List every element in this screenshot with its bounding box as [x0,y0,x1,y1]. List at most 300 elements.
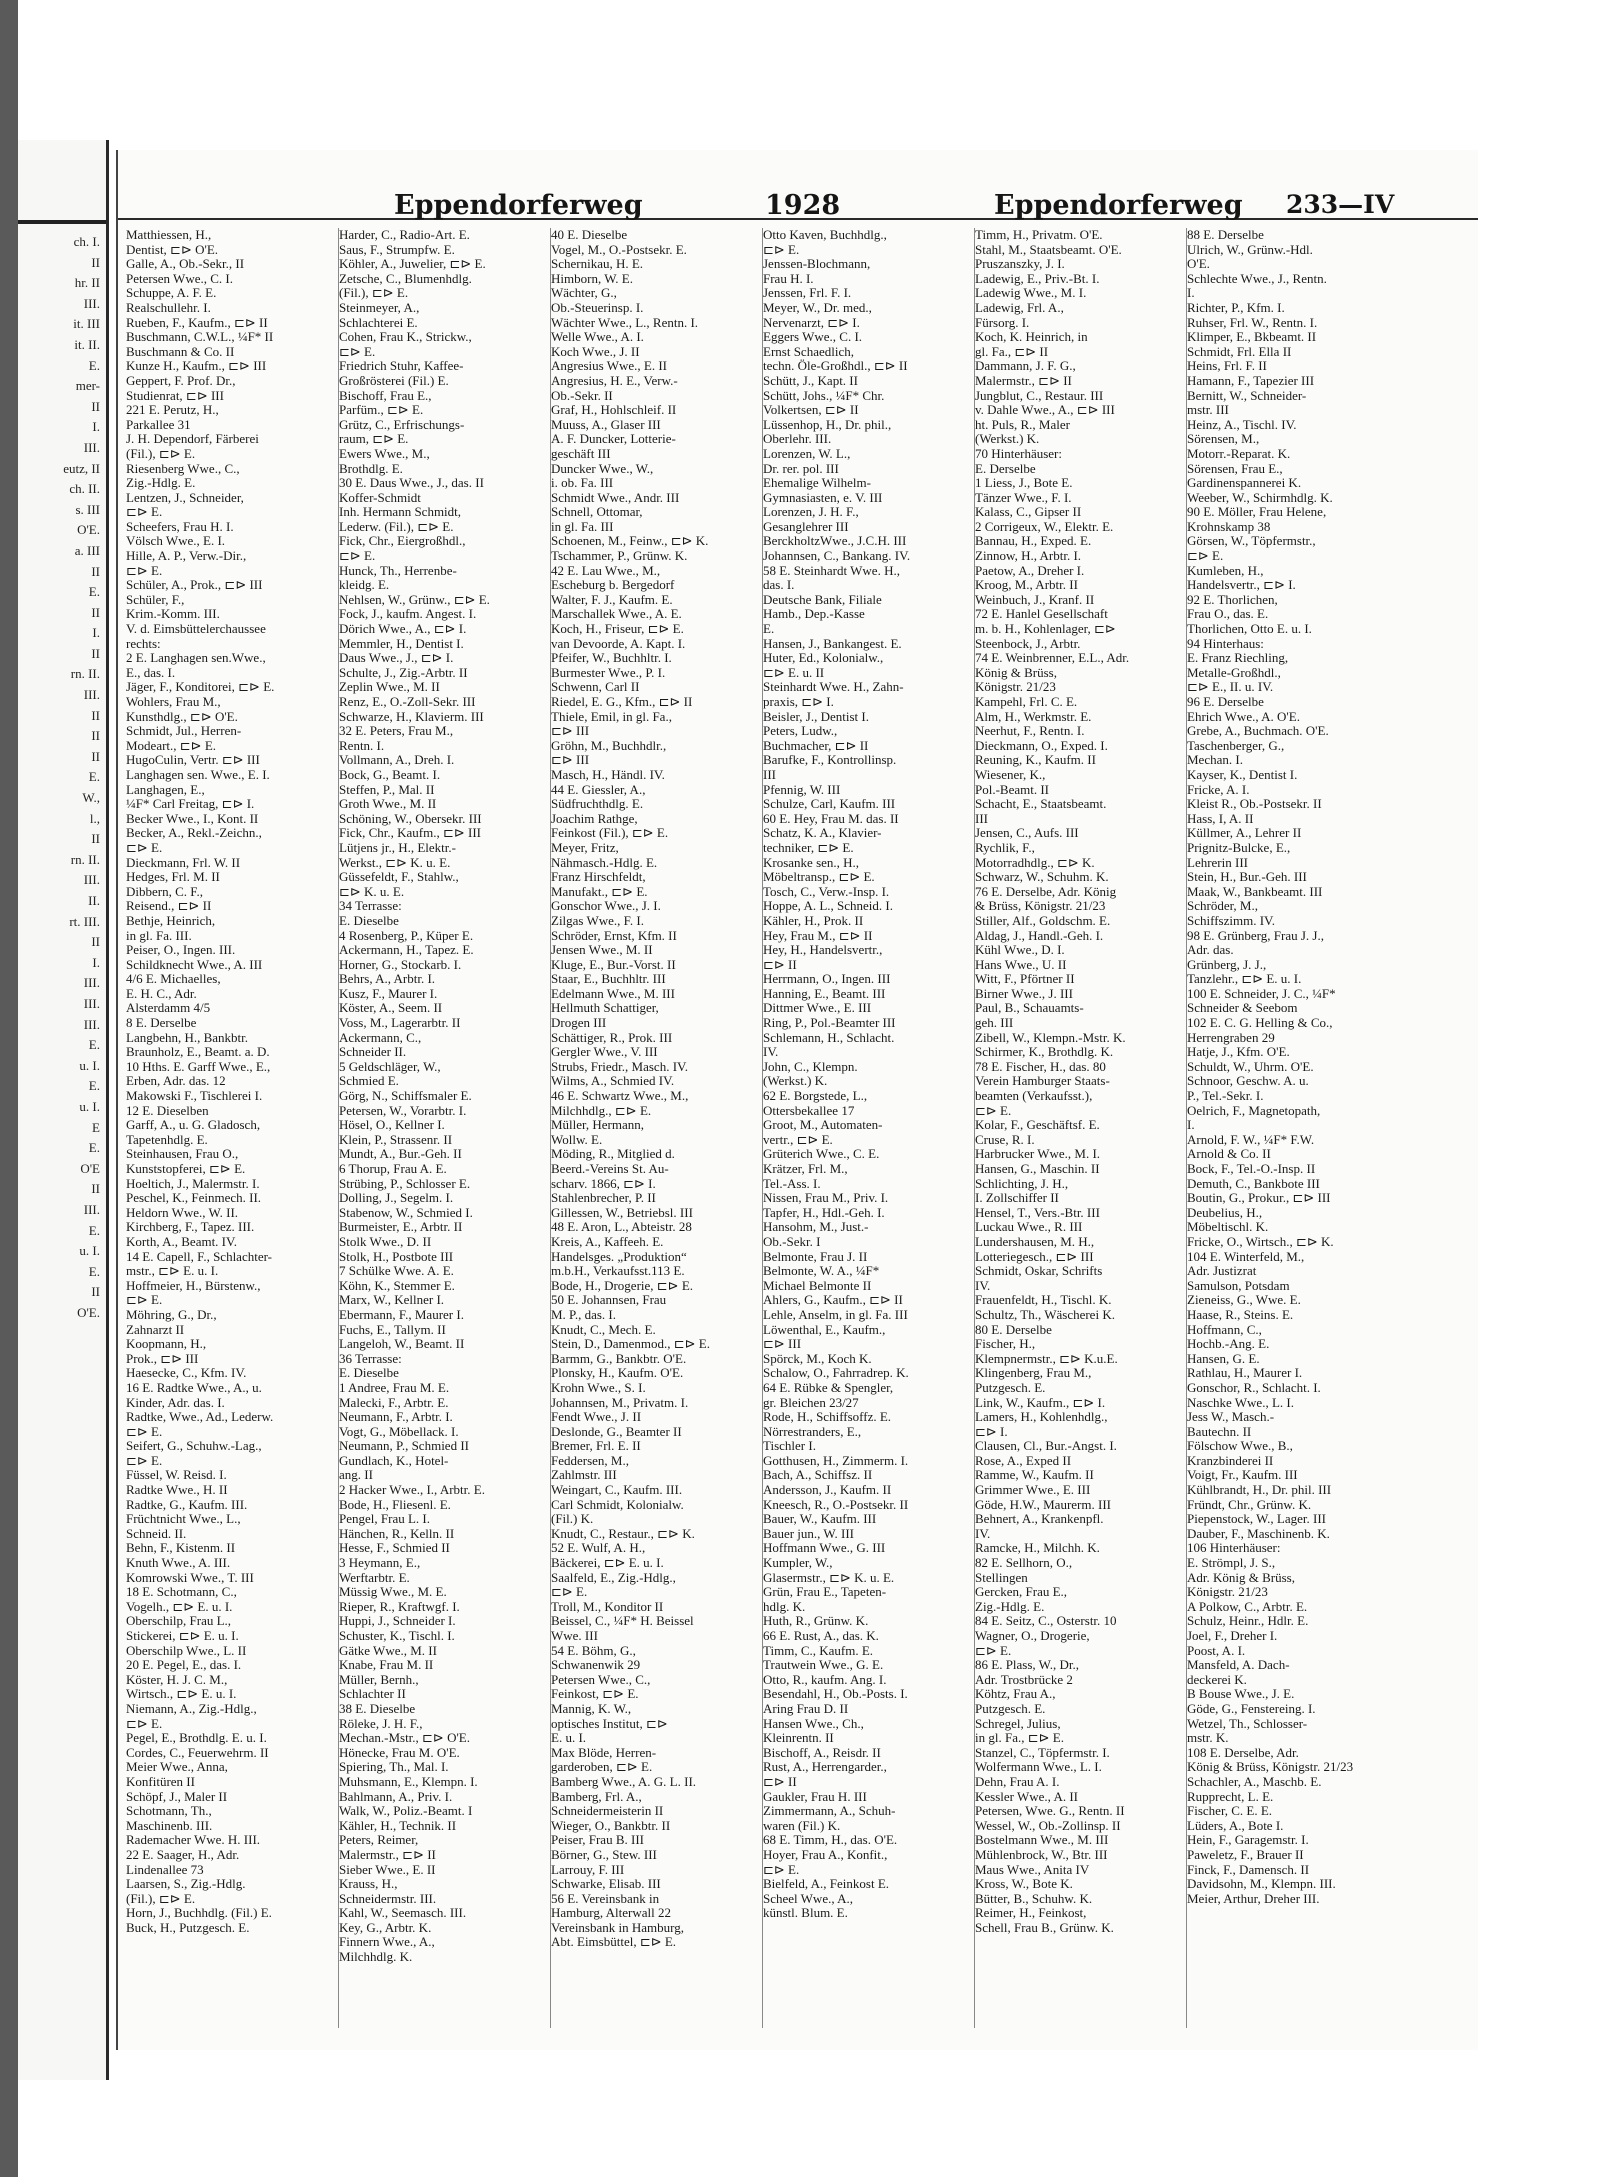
directory-entry-line: Krätzer, Frl. M., [763,1162,848,1176]
directory-entry-line: Alm, H., Werkmstr. E. [975,709,1092,724]
directory-entry-line: Stickerei, ⊏⊳ E. u. I. [126,1629,239,1643]
directory-entry-line: Muuss, A., Glaser III [551,417,661,432]
directory-entry-line: 6 Thorup, Frau A. E. [339,1162,447,1176]
directory-entry-line: Tosch, C., Verw.-Insp. I. [763,884,890,899]
directory-entry-line: 5 Geldschläger, W., [339,1059,441,1074]
directory-entry-line: Stein, D., Damenmod., ⊏⊳ E. [551,1337,710,1352]
previous-page-fragment: III. [83,995,100,1011]
directory-entry-line: Köhler, A., Juwelier, ⊏⊳ E. [339,257,486,272]
directory-entry-line: Ladewig Wwe., M. I. [975,286,1087,301]
directory-entry-line: Makowski F., Tischlerei I. [126,1089,263,1104]
directory-entry-line: Schuster, K., Tischl. I. [339,1629,455,1643]
directory-entry-line: 16 E. Radtke Wwe., A., u. [126,1380,262,1395]
directory-entry-line: kleidg. E. [339,578,390,593]
directory-entry-line: Ramcke, H., Milchh. K. [975,1541,1100,1556]
directory-entry-line: (Fil.), ⊏⊳ E. [339,286,409,301]
directory-entry-line: Belmonte, Frau J. II [763,1249,868,1264]
directory-entry-line: Stanzel, C., Töpfermstr. I. [975,1745,1110,1760]
directory-entry-line: Fricke, A. I. [1187,782,1250,797]
directory-entry-line: in gl. Fa. III. [126,928,192,943]
directory-entry-line: Schoenen, M., Feinw., ⊏⊳ K. [551,534,709,549]
directory-entry-line: vertr., ⊏⊳ E. [763,1132,833,1147]
directory-entry-line: Putzgesch. E. [975,1380,1046,1395]
directory-entry-line: Schirmer, K., Brothdlg. K. [975,1045,1114,1060]
directory-entry-line: Deslonde, G., Beamter II [551,1424,682,1439]
directory-entry-line: Schlemann, H., Schlacht. [763,1030,895,1045]
street-heading-right: Eppendorferweg [994,190,1243,221]
directory-column-2 [338,228,545,2028]
previous-page-fragment: rt. III. [69,913,100,929]
previous-page-fragment: E [92,1119,100,1135]
directory-entry-line: 52 E. Wulf, A. H., [551,1541,646,1556]
directory-entry-line: Weingart, C., Kaufm. III. [551,1483,683,1498]
directory-entry-line: Gotthusen, H., Zimmerm. I. [763,1453,909,1468]
directory-entry-line: Hansohm, M., Just.- [763,1220,869,1235]
directory-entry-line: Harder, C., Radio-Art. E. [339,228,470,242]
directory-entry-line: Grün, Frau E., Tapeten- [763,1585,887,1600]
directory-entry-line: Dolling, J., Segelm. I. [339,1191,454,1206]
directory-entry-line: 108 E. Derselbe, Adr. [1187,1745,1299,1760]
directory-entry-line: Ewers Wwe., M., [339,446,430,461]
directory-entry-line: Horner, G., Stockarb. I. [339,957,462,972]
directory-entry-line: Ramme, W., Kaufm. II [975,1468,1094,1483]
directory-entry-line: Lehrerin III [1187,855,1248,870]
directory-entry-line: (Fil.), ⊏⊳ E. [126,446,196,461]
directory-entry-line: Koopmann, H., [126,1337,207,1352]
directory-entry-line: Zimmermann, A., Schuh- [763,1804,896,1819]
directory-entry-line: Pengel, Frau L. I. [339,1512,430,1527]
directory-entry-line: Zahlmstr. III [551,1468,617,1483]
directory-entry-line: Fischer, H., [975,1337,1036,1352]
directory-entry-line: Peiser, Frau B. III [551,1833,644,1848]
directory-entry-line: Riesenberg Wwe., C., [126,461,240,476]
directory-entry-line: Motorradhdlg., ⊏⊳ K. [975,855,1095,870]
previous-page-fragment: II [91,728,100,744]
directory-entry-line: ⊏⊳ E. [339,549,376,564]
directory-entry-line: ⊏⊳ E. [763,242,800,257]
directory-entry-line: Max Blöde, Herren- [551,1745,657,1760]
directory-entry-line: ⊏⊳ E. [126,1453,163,1468]
directory-entry-line: Becker Wwe., I., Kont. II [126,811,259,826]
directory-entry-line: Weeber, W., Schirmhdlg. K. [1187,490,1333,505]
directory-entry-line: Klimper, E., Bkbeamt. II [1187,330,1317,345]
directory-entry-line: Tischler I. [763,1439,816,1454]
directory-entry-line: Großrösterei (Fil.) E. [339,373,449,388]
directory-entry-line: 56 E. Vereinsbank in [551,1891,660,1906]
directory-entry-line: 12 E. Dieselben [126,1103,209,1118]
directory-entry-line: Metalle-Großhdl., [1187,665,1281,680]
directory-entry-line: Gaukler, Frau H. III [763,1789,867,1804]
previous-page-fragment: E. [88,1078,100,1094]
directory-entry-line: Himborn, W. E. [551,271,633,286]
directory-entry-line: m. b. H., Kohlenlager, ⊏⊳ [975,622,1116,637]
directory-entry-line: Fürsorg. I. [975,315,1030,330]
directory-entry-line: Jess W., Masch.- [1187,1410,1275,1425]
directory-entry-line: John, C., Klempn. [763,1059,858,1074]
directory-entry-line: Dieckmann, O., Exped. I. [975,738,1108,753]
directory-entry-line: ⊏⊳ II [763,957,797,972]
previous-page-fragment: E. [88,584,100,600]
directory-entry-line: IV. [975,1278,991,1293]
directory-entry-line: ⊏⊳ E. [551,1585,588,1600]
directory-entry-line: Pegel, E., Brothdlg. E. u. I. [126,1731,267,1746]
directory-entry-line: Galle, A., Ob.-Sekr., II [126,257,245,272]
directory-entry-line: Kühlbrandt, H., Dr. phil. III [1187,1483,1332,1498]
directory-entry-line: Zig.-Hdlg. E. [126,476,196,491]
directory-entry-line: Nervenarzt, ⊏⊳ I. [763,315,860,330]
directory-entry-line: Kranzbinderei II [1187,1453,1274,1468]
directory-entry-line: 44 E. Giessler, A., [551,782,646,797]
directory-entry-line: O'E. [1187,257,1210,272]
directory-entry-line: Schildknecht Wwe., A. III [126,957,263,972]
previous-page-fragment: III. [83,687,100,703]
directory-entry-line: ⊏⊳ III [763,1337,802,1352]
directory-entry-line: (Fil.) K. [551,1512,594,1527]
directory-entry-line: Aldag, J., Handl.-Geh. I. [975,928,1104,943]
directory-entry-line: ⊏⊳ E. [126,505,163,520]
directory-entry-line: Kayser, K., Dentist I. [1187,767,1298,782]
directory-entry-line: garderoben, ⊏⊳ E. [551,1760,653,1775]
directory-entry-line: Müller, Hermann, [551,1118,644,1133]
previous-page-fragment: II [91,645,100,661]
directory-entry-line: E. u. I. [551,1731,587,1746]
directory-entry-line: Jäger, F., Konditorei, ⊏⊳ E. [126,680,275,695]
directory-entry-line: 10 Hths. E. Garff Wwe., E., [126,1059,271,1074]
directory-entry-line: Klein, P., Strassenr. II [339,1132,453,1147]
directory-entry-line: Kähler, H., Prok. II [763,913,864,928]
directory-entry-line: Johannsen, C., Bankang. IV. [763,549,911,564]
directory-entry-line: waren (Fil.) K. [763,1818,841,1833]
directory-entry-line: Memmler, H., Dentist I. [339,636,464,651]
directory-entry-line: 102 E. C. G. Helling & Co., [1187,1016,1333,1031]
directory-entry-line: ⊏⊳ E. [763,1862,800,1877]
directory-entry-line: Börner, G., Stew. III [551,1847,657,1862]
directory-entry-line: Bauer, W., Kaufm. III [763,1512,877,1527]
directory-entry-line: Plonsky, H., Kaufm. O'E. [551,1366,684,1381]
directory-entry-line: Pfeifer, W., Buchhltr. I. [551,651,672,666]
directory-entry-line: IV. [763,1045,779,1060]
directory-entry-line: Hoffmann Wwe., G. III [763,1541,886,1556]
directory-entry-line: Meyer, Fritz, [551,840,619,855]
directory-entry-line: Sieber Wwe., E. II [339,1862,436,1877]
directory-entry-line: Hesse, F., Schmied II [339,1541,450,1556]
directory-entry-line: Duncker Wwe., W., [551,461,654,476]
directory-entry-line: Harbrucker Wwe., M. I. [975,1147,1101,1162]
directory-entry-line: Mechan. I. [1187,753,1243,768]
directory-entry-line: 86 E. Plass, W., Dr., [975,1658,1080,1673]
directory-entry-line: Schell, Frau B., Grünw. K. [975,1920,1114,1935]
directory-entry-line: Bock, G., Beamt. I. [339,767,441,782]
directory-entry-line: Schöpf, J., Maler II [126,1789,228,1804]
directory-entry-line: Lorenzen, J. H. F., [763,505,859,520]
directory-entry-line: Pol.-Beamt. II [975,782,1050,797]
directory-entry-line: Rieper, R., Kraftwgf. I. [339,1599,460,1614]
directory-entry-line: Zetsche, C., Blumenhdlg. [339,271,472,286]
directory-entry-line: Stolk, H., Postbote III [339,1249,454,1264]
directory-entry-line: Adr. das. [1187,943,1234,958]
directory-entry-line: Hansen, G. E. [1187,1351,1260,1366]
directory-entry-line: Deutsche Bank, Filiale [763,592,882,607]
directory-column-5 [974,228,1181,2028]
directory-entry-line: Görsen, W., Töpfermstr., [1187,534,1316,549]
directory-entry-line: E. Dieselbe [339,913,399,928]
previous-page-fragment: I. [92,419,100,435]
directory-entry-line: Heins, Frl. F. II [1187,359,1267,374]
directory-entry-line: 106 Hinterhäuser: [1187,1541,1281,1556]
directory-entry-line: Fründt, Chr., Grünw. K. [1187,1497,1312,1512]
directory-entry-line: Erben, Adr. das. 12 [126,1074,226,1089]
directory-entry-line: Langhagen sen. Wwe., E. I. [126,767,270,782]
directory-entry-line: Mannig, K. W., [551,1701,632,1716]
directory-entry-line: Huter, Ed., Kolonialw., [763,651,884,666]
directory-entry-line: Meyer, W., Dr. med., [763,300,872,315]
directory-page [116,150,1478,2050]
directory-entry-line: Schwarze, H., Klavierm. III [339,709,484,724]
directory-entry-line: Bannau, H., Exped. E. [975,534,1092,549]
directory-entry-line: 36 Terrasse: [339,1351,402,1366]
scan-background [0,0,18,2177]
directory-entry-line: Peters, Ludw., [763,724,838,739]
directory-entry-line: Wieger, O., Bankbtr. II [551,1818,671,1833]
directory-entry-line: 58 E. Steinhardt Wwe. H., [763,563,900,578]
directory-entry-line: Hansen Wwe., Ch., [763,1716,864,1731]
directory-entry-line: Knuth Wwe., A. III. [126,1556,231,1571]
directory-entry-line: 1 Andree, Frau M. E. [339,1380,450,1395]
directory-entry-line: 7 Schülke Wwe. A. E. [339,1264,454,1279]
directory-entry-line: Kahl, W., Seemasch. III. [339,1906,467,1921]
previous-page-fragment: O'E. [77,522,100,538]
directory-entry-line: Köhn, K., Stemmer E. [339,1278,455,1293]
directory-entry-line: Schiffszimm. IV. [1187,913,1275,928]
directory-entry-line: Gergler Wwe., V. III [551,1045,658,1060]
directory-entry-line: 3 Heymann, E., [339,1556,421,1571]
directory-entry-line: Möbeltischl. K. [1187,1220,1269,1235]
directory-entry-line: Ottersbekallee 17 [763,1103,855,1118]
directory-entry-line: Schuppe, A. F. E. [126,286,217,301]
previous-page-fragment: ch. II. [69,481,100,497]
directory-entry-line: Piepenstock, W., Lager. III [1187,1512,1326,1527]
directory-entry-line: van Devoorde, A. Kapt. I. [551,636,686,651]
directory-entry-line: Ernst Schaedlich, [763,344,854,359]
directory-entry-line: ⊏⊳ E. [126,1293,163,1308]
directory-entry-line: E., das. I. [126,665,176,680]
directory-entry-line: Königstr. 21/23 [975,680,1056,695]
page-number: 233—IV [1286,190,1395,219]
directory-entry-line: Schwanenwik 29 [551,1658,641,1673]
directory-entry-line: Dehn, Frau A. I. [975,1774,1060,1789]
directory-entry-line: raum, ⊏⊳ E. [339,432,409,447]
directory-entry-line: 18 E. Schotmann, C., [126,1585,237,1600]
directory-entry-line: HugoCulin, Vertr. ⊏⊳ III [126,753,260,768]
directory-entry-line: Koffer-Schmidt [339,490,421,505]
directory-entry-line: Peters, Reimer, [339,1833,419,1848]
directory-entry-line: Dentist, ⊏⊳ O'E. [126,242,219,257]
directory-entry-line: Knabe, Frau M. II [339,1658,434,1673]
directory-entry-line: Verein Hamburger Staats- [975,1074,1110,1089]
directory-entry-line: Schachler, A., Maschb. E. [1187,1774,1322,1789]
directory-entry-line: Bock, F., Tel.-O.-Insp. II [1187,1162,1316,1176]
directory-entry-line: geschäft III [551,446,611,461]
directory-entry-line: Oberlehr. III. [763,432,832,447]
directory-entry-line: Frauenfeldt, H., Tischl. K. [975,1293,1112,1308]
previous-page-fragment: II [91,934,100,950]
previous-page-fragment: hr. II [74,275,100,291]
directory-entry-line: Wächter, G., [551,286,617,301]
previous-page-fragment: I. [92,625,100,641]
directory-entry-line: Ladewig, Frl. A., [975,300,1064,315]
directory-entry-line: 46 E. Schwartz Wwe., M., [551,1089,689,1104]
directory-entry-line: E. Strömpl, J. S., [1187,1556,1276,1571]
directory-entry-line: 221 E. Perutz, H., [126,403,219,418]
directory-entry-line: Muhsmann, E., Klempn. I. [339,1774,478,1789]
directory-entry-line: 34 Terrasse: [339,899,402,914]
directory-entry-line: Hänchen, R., Kelln. II [339,1526,455,1541]
directory-entry-line: Grütz, C., Erfrischungs- [339,417,465,432]
directory-entry-line: Schüler, A., Prok., ⊏⊳ III [126,578,263,593]
directory-column-3 [550,228,757,2028]
directory-entry-line: Rust, A., Herrengarder., [763,1760,887,1775]
directory-entry-line: Escheburg b. Bergedorf [551,578,675,593]
directory-entry-line: 32 E. Peters, Frau M., [339,724,454,739]
directory-entry-line: Stolk Wwe., D. II [339,1234,432,1249]
directory-entry-line: Parkallee 31 [126,417,191,432]
directory-entry-line: in gl. Fa., ⊏⊳ E. [975,1731,1064,1746]
directory-entry-line: Riedel, E. G., Kfm., ⊏⊳ II [551,695,693,709]
directory-entry-line: Vereinsbank in Hamburg, [551,1920,684,1935]
directory-entry-line: Rademacher Wwe. H. III. [126,1833,261,1848]
directory-entry-line: gl. Fa., ⊏⊳ II [975,344,1049,359]
previous-page-fragment: s. III [75,501,100,517]
directory-entry-line: Haesecke, C., Kfm. IV. [126,1366,247,1381]
directory-entry-line: Herrmann, O., Ingen. III [763,972,891,987]
directory-entry-line: Abt. Eimsbüttel, ⊏⊳ E. [551,1935,677,1950]
directory-entry-line: Zieneiss, G., Wwe. E. [1187,1293,1301,1308]
directory-entry-line: Realschullehr. I. [126,300,211,315]
directory-entry-line: Rose, A., Exped II [975,1453,1072,1468]
directory-entry-line: Langeloh, W., Beamt. II [339,1337,465,1352]
previous-page-fragment: u. I. [79,1057,100,1073]
directory-entry-line: Zilgas Wwe., F. I. [551,913,644,928]
directory-entry-line: 64 E. Rübke & Spengler, [763,1380,894,1395]
directory-entry-line: Meier Wwe., Anna, [126,1760,228,1775]
directory-entry-line: Geppert, F. Prof. Dr., [126,373,236,388]
directory-entry-line: Reimer, H., Feinkost, [975,1906,1087,1921]
street-heading-left: Eppendorferweg [394,190,643,221]
directory-entry-line: Bamberg, Frl. A., [551,1789,642,1804]
directory-entry-line: Klingenberg, Frau M., [975,1366,1092,1381]
directory-entry-line: Lütjens jr., H., Elektr.- [339,840,456,855]
directory-entry-line: Putzgesch. E. [975,1701,1046,1716]
directory-entry-line: ⊏⊳ E. u. II [763,665,825,680]
previous-page-fragment: III. [83,1201,100,1217]
directory-entry-line: III [975,811,988,826]
directory-entry-line: optisches Institut, ⊏⊳ [551,1716,668,1731]
directory-entry-line: Krosanke sen., H., [763,855,860,870]
directory-entry-line: Neerhut, F., Rentn. I. [975,724,1085,739]
directory-entry-line: Maschinenb. III. [126,1818,213,1833]
directory-entry-line: Rentn. I. [339,738,385,753]
directory-entry-line: V. d. Eimsbüttelerchaussee [126,622,266,637]
directory-entry-line: techniker, ⊏⊳ E. [763,840,854,855]
directory-entry-line: Niemann, A., Zig.-Hdlg., [126,1701,257,1716]
directory-entry-line: Krohn Wwe., S. I. [551,1380,646,1395]
directory-entry-line: Modeart., ⊏⊳ E. [126,738,217,753]
directory-entry-line: M. P., das. I. [551,1307,617,1322]
directory-entry-line: Lehle, Anselm, in gl. Fa. III [763,1307,908,1322]
directory-entry-line: Schernikau, H. E. [551,257,644,272]
directory-entry-line: Scheel Wwe., A., [763,1891,854,1906]
directory-entry-line: 60 E. Hey, Frau M. das. II [763,811,899,826]
directory-entry-line: Troll, M., Konditor II [551,1599,664,1614]
directory-entry-line: Wagner, O., Drogerie, [975,1629,1090,1643]
directory-entry-line: Konfitüren II [126,1774,195,1789]
directory-entry-line: Müller, Bernh., [339,1672,419,1687]
directory-entry-line: Mundt, A., Bur.-Geh. II [339,1147,462,1162]
directory-entry-line: Dammann, J. F. G., [975,359,1076,374]
directory-entry-line: Schnell, Ottomar, [551,505,643,520]
directory-entry-line: Maak, W., Bankbeamt. III [1187,884,1323,899]
directory-entry-line: Boutin, G., Prokur., ⊏⊳ III [1187,1191,1331,1206]
directory-entry-line: Kroog, M., Arbtr. II [975,578,1078,593]
directory-entry-line: ang. II [339,1468,373,1483]
previous-page-fragment: eutz, II [63,460,100,476]
directory-entry-line: Ulrich, W., Grünw.-Hdl. [1187,242,1313,257]
directory-entry-line: Garff, A., u. G. Gladosch, [126,1118,261,1133]
directory-entry-line: Schwarz, W., Schuhm. K. [975,870,1109,885]
directory-entry-line: Steenbock, J., Arbtr. [975,636,1081,651]
directory-entry-line: Heinz, A., Tischl. IV. [1187,417,1297,432]
directory-entry-line: Rathlau, H., Maurer I. [1187,1366,1303,1381]
directory-entry-line: Kleist R., Ob.-Postsekr. II [1187,797,1322,812]
directory-entry-line: Möhring, G., Dr., [126,1307,217,1322]
directory-entry-line: 2 E. Langhagen sen.Wwe., [126,651,266,666]
directory-entry-line: ⊏⊳ E. [1187,549,1224,564]
directory-entry-line: Behrs, A., Arbtr. I. [339,972,436,987]
previous-page-fragment: O'E [80,1160,100,1176]
directory-entry-line: Nehlsen, W., Grünw., ⊏⊳ E. [339,592,490,607]
directory-entry-line: hdlg. K. [763,1599,806,1614]
directory-entry-line: Richter, P., Kfm. I. [1187,300,1285,315]
directory-entry-line: Pfennig, W. III [763,782,841,797]
directory-entry-line: Schütt, Johs., ¼F* Chr. [763,388,885,403]
directory-entry-line: Dauber, F., Maschinenb. K. [1187,1526,1330,1541]
directory-entry-line: Nähmasch.-Hdlg. E. [551,855,658,870]
directory-entry-line: 92 E. Thorlichen, [1187,592,1278,607]
directory-entry-line: Tapetenhdlg. E. [126,1132,208,1147]
directory-entry-line: Bielfeld, A., Feinkost E. [763,1877,890,1892]
previous-page-fragment: II [91,748,100,764]
directory-entry-line: das. I. [763,578,795,593]
directory-entry-line: Nörrestranders, E., [763,1424,862,1439]
directory-entry-line: Mühlenbrock, W., Btr. III [975,1847,1108,1862]
directory-entry-line: Ladewig, E., Priv.-Bt. I. [975,271,1100,286]
directory-entry-line: Koch, K. Heinrich, in [975,330,1088,345]
directory-entry-line: Schatz, K. A., Klavier- [763,826,882,841]
directory-entry-line: Bethje, Heinrich, [126,913,216,928]
directory-entry-line: Radtke, G., Kaufm. III. [126,1497,248,1512]
directory-entry-line: Deubelius, H., [1187,1205,1263,1220]
directory-entry-line: Cohen, Frau K., Strickw., [339,330,472,345]
directory-entry-line: Meier, Arthur, Dreher III. [1187,1891,1320,1906]
directory-entry-line: Schmidt, Frl. Ella II [1187,344,1292,359]
directory-entry-line: 42 E. Lau Wwe., M., [551,563,661,578]
directory-entry-line: Seifert, G., Schuhw.-Lag., [126,1439,262,1454]
directory-entry-line: Zinnow, H., Arbtr. I. [975,549,1082,564]
directory-entry-line: 90 E. Möller, Frau Helene, [1187,505,1327,520]
directory-entry-line: Volkertsen, ⊏⊳ II [763,403,859,418]
directory-entry-line: Kusz, F., Maurer I. [339,986,438,1001]
directory-entry-line: Gundlach, K., Hotel- [339,1453,449,1468]
